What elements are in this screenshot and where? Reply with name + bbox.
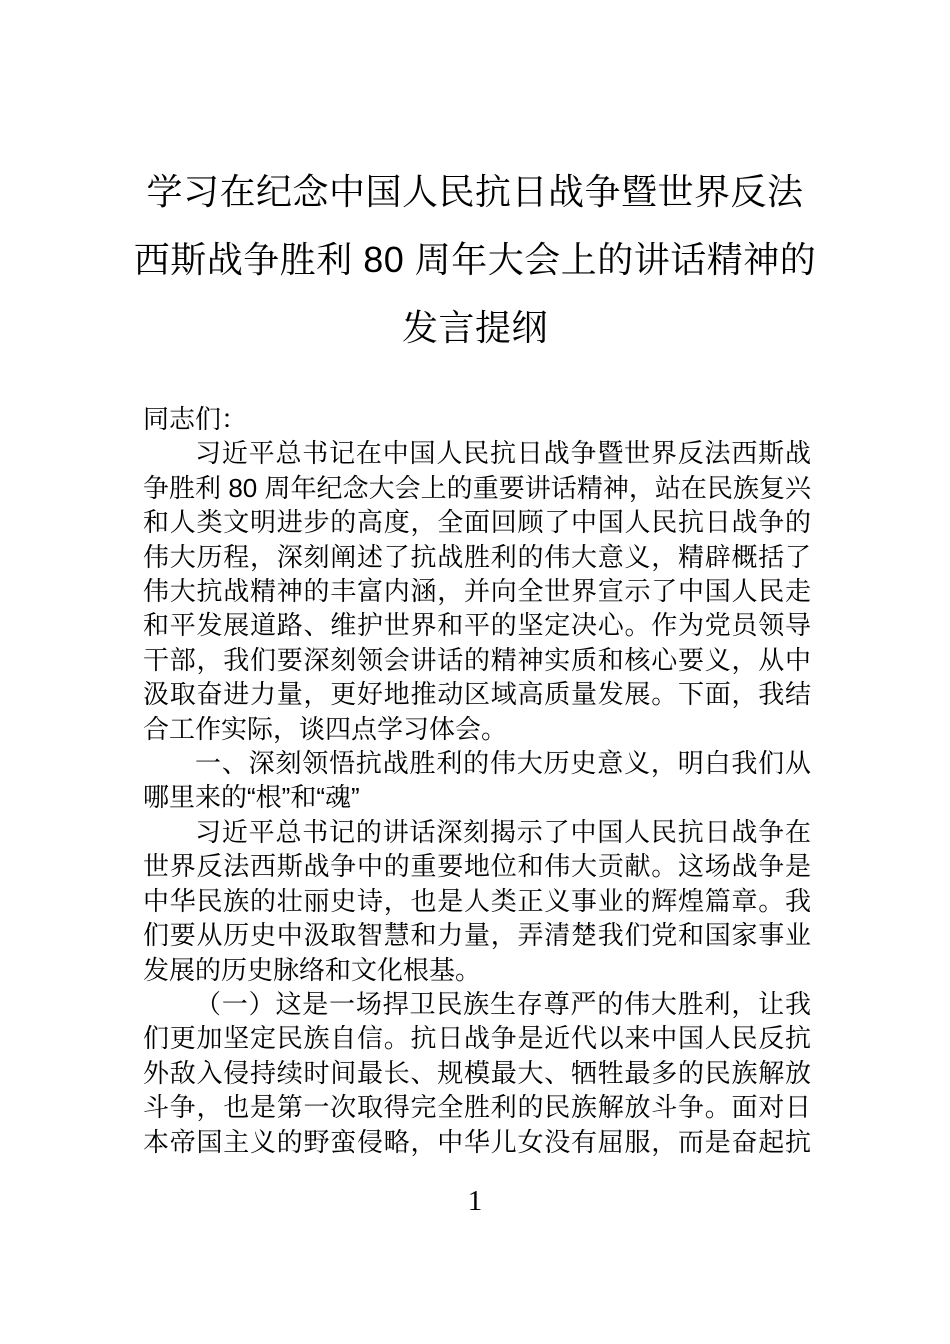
text-line: 中华民族的壮丽史诗，也是人类正义事业的辉煌篇章。我 [143,885,811,916]
paragraph [143,815,811,987]
text-line: 合工作实际，谈四点学习体会。 [143,713,508,744]
text-line: 哪里来的“根”和“魂” [143,782,360,813]
title-line-2: 西斯战争胜利 80 周年大会上的讲话精神的 [133,239,817,280]
text-line: 一、深刻领悟抗战胜利的伟大历史意义，明白我们从 [195,748,811,779]
text-line: 伟大历程，深刻阐述了抗战胜利的伟大意义，精辟概括了 [143,541,811,572]
section-heading [143,746,811,815]
page-number: 1 [467,1185,483,1217]
text-line: 本帝国主义的野蛮侵略，中华儿女没有屈服，而是奋起抗 [143,1126,811,1157]
text-line: 世界反法西斯战争中的重要地位和伟大贡献。这场战争是 [143,851,811,882]
paragraph [143,987,811,1159]
title-line-1: 学习在纪念中国人民抗日战争暨世界反法 [146,171,804,212]
text-line: 争胜利 80 周年纪念大会上的重要讲话精神，站在民族复兴 [143,472,811,503]
text-line: 伟大抗战精神的丰富内涵，并向全世界宣示了中国人民走 [143,576,811,607]
text-line: 习近平总书记的讲话深刻揭示了中国人民抗日战争在 [195,816,811,847]
text-line: 干部，我们要深刻领会讲话的精神实质和核心要义，从中 [143,644,811,675]
document-body [143,402,811,1159]
text-line: （一）这是一场捍卫民族生存尊严的伟大胜利，让我 [195,988,811,1019]
text-line: 和平发展道路、维护世界和平的坚定决心。作为党员领导 [143,610,811,641]
text-line: 发展的历史脉络和文化根基。 [143,954,482,985]
document-title [100,158,850,362]
text-line: 外敌入侵持续时间最长、规模最大、牺牲最多的民族解放 [143,1057,811,1088]
text-line: 斗争，也是第一次取得完全胜利的民族解放斗争。面对日 [143,1092,811,1123]
text-line: 同志们： [143,404,248,434]
paragraph [143,436,811,746]
text-line: 汲取奋进力量，更好地推动区域高质量发展。下面，我结 [143,679,811,710]
text-line: 习近平总书记在中国人民抗日战争暨世界反法西斯战 [195,438,811,469]
title-line-3: 发言提纲 [401,307,548,348]
text-line: 们要从历史中汲取智慧和力量，弄清楚我们党和国家事业 [143,920,811,951]
text-line: 和人类文明进步的高度，全面回顾了中国人民抗日战争的 [143,507,811,538]
text-line: 们更加坚定民族自信。抗日战争是近代以来中国人民反抗 [143,1023,811,1054]
page-footer [0,1186,950,1216]
paragraph [143,402,811,436]
